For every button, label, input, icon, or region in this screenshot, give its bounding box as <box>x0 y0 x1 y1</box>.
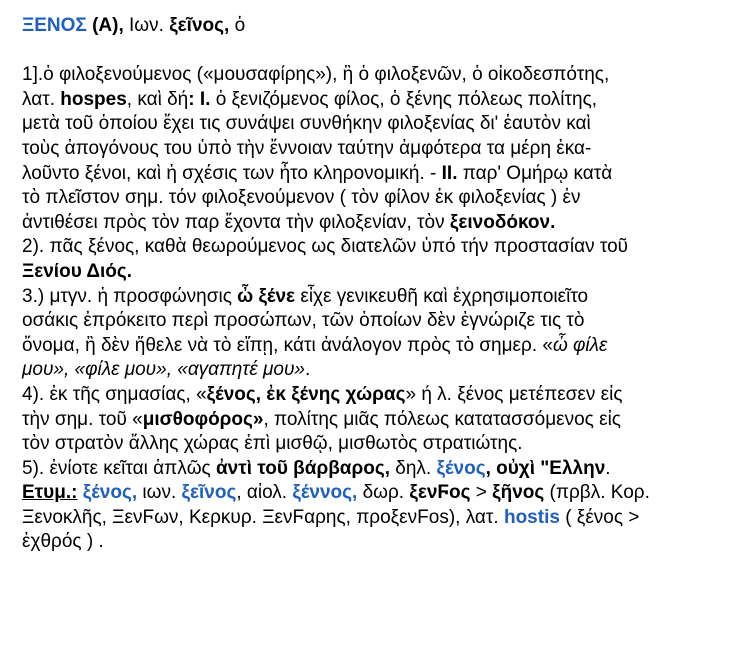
sense-3 <box>22 285 741 383</box>
sense-4 <box>22 383 741 457</box>
text-span: Ξενοκλῆς, ΞενϜων, Κερκυρ. ΞενϜαρης, προξενFos), λατ. <box>22 506 504 528</box>
etymology-label: Ετυμ.: <box>22 482 78 504</box>
text-line: 2). πᾶς ξένος, καθὰ θεωρούμενος ως διατελῶν ὑπό τήν προστασίαν τοῦ <box>22 236 629 258</box>
text-span: 4). ἐκ τῆς σημασίας, « <box>22 383 207 405</box>
text-line <box>22 162 741 187</box>
text-line <box>22 457 741 482</box>
dialect-label: Ιων. <box>123 15 170 36</box>
bold-term: μισθοφόρος» <box>142 408 264 430</box>
text-line: τὸν στρατὸν ἄλλης χώρας ἐπὶ μισθῷ, μισθωτὸς στρατιώτης. <box>22 433 523 455</box>
text-span: λατ. <box>22 88 61 110</box>
text-span: , αἰολ. <box>236 482 293 504</box>
text-span: ὁ ξενιζόμενος φίλος, ὁ ξένης πόλεως πολίτης, <box>210 88 598 110</box>
latin-hospes: hospes <box>60 88 127 110</box>
sense-1 <box>22 63 741 235</box>
text-line <box>22 88 741 113</box>
text-span: . <box>605 457 611 479</box>
spacer <box>22 39 741 64</box>
italic-phrase: ὦ φίλε <box>552 334 608 356</box>
text-line <box>22 383 741 408</box>
text-span: λοῦντο ξένοι, καὶ ἡ σχέσις των ἦτο κληρονομική. - <box>22 162 442 184</box>
text-span: ὄνομα, ἢ δὲν ἤθελε νὰ τὸ εἴπῃ, κάτι ἀνάλογον πρὸς τὸ σημερ. « <box>22 334 553 356</box>
subsense-marker: : Ι. <box>188 88 211 110</box>
text-span: , πολίτης μιᾶς πόλεως κατατασσόμενος εἰς <box>263 408 621 430</box>
ionic-form: ξεῖνος, <box>169 15 230 36</box>
text-span: δηλ. <box>390 457 437 479</box>
bold-term: ξεινοδόκον. <box>449 211 556 233</box>
text-line <box>22 358 741 383</box>
text-line <box>22 334 741 359</box>
text-line: ἐχθρός ) . <box>22 531 104 553</box>
text-span: , καὶ δή <box>126 88 189 110</box>
text-line: μετὰ τοῦ ὁποίου ἔχει τις συνάψει συνθήκην φιλοξενίας δι' ἑαυτὸν καὶ <box>22 113 591 135</box>
text-span: παρ' Ομήρῳ κατὰ <box>457 162 613 184</box>
sense-5 <box>22 457 741 482</box>
blue-term: ξεῖνος <box>181 482 237 504</box>
text-span: τὴν σημ. τοῦ « <box>22 408 143 430</box>
text-span: εἶχε γενικευθῆ καὶ ἐχρησιμοποιεῖτο <box>295 285 589 307</box>
bold-term: Ξενίου Διός. <box>22 260 133 282</box>
text-span: ( ξένος > <box>559 506 640 528</box>
sense-2 <box>22 235 741 284</box>
headword: ΞΕΝΟΣ <box>22 15 87 36</box>
text-span: ιων. <box>137 482 182 504</box>
text-line: τὸ πλεῖστον σημ. τόν φιλοξενούμενον ( τὸν φίλον ἐκ φιλοξενίας ) ἐν <box>22 187 581 209</box>
blue-term: ξέννος, <box>292 482 358 504</box>
blue-term: hostis <box>503 506 560 528</box>
headword-letter: (Α), <box>92 15 124 36</box>
text-line <box>22 408 741 433</box>
bold-term: ἀντὶ τοῦ βάρβαρος, <box>215 457 390 479</box>
text-span: (πρβλ. Κορ. <box>544 482 650 504</box>
text-span: δωρ. <box>357 482 410 504</box>
text-line: τοὺς ἀπογόνους του ὑπὸ τὴν ἔννοιαν ταύτην ἀμφότερα τα μέρη ἐκα- <box>22 137 592 159</box>
blue-term: ξένος <box>436 457 486 479</box>
blue-term: ξένος, <box>82 482 138 504</box>
text-span: , <box>485 457 497 479</box>
text-span: 5). ἐνίοτε κεῖται ἁπλῶς <box>22 457 216 479</box>
text-line <box>22 285 741 310</box>
bold-term: ξῆνος <box>492 482 545 504</box>
text-span: > <box>470 482 493 504</box>
subsense-marker: ΙΙ. <box>441 162 458 184</box>
text-span: 3.) μτγν. ἡ προσφώνησις <box>22 285 238 307</box>
text-line <box>22 211 741 236</box>
text-span: » ή λ. ξένος μετέπεσεν εἰς <box>405 383 623 405</box>
text-line: 1].ὁ φιλοξενούμενος («μουσαφίρης»), ἢ ὁ φιλοξενῶν, ὁ οἰκοδεσπότης, <box>22 64 610 86</box>
bold-term: ξενϜος <box>409 482 471 504</box>
bold-term: οὐχὶ "Ελλην <box>496 457 606 479</box>
bold-term: ξένος, ἐκ ξένης χώρας <box>206 383 406 405</box>
italic-phrase: μου», «φίλε μου», «αγαπητέ μου» <box>22 359 305 381</box>
text-line <box>22 481 741 506</box>
text-line: οσάκις ἐπρόκειτο περὶ προσώπων, τῶν ὁποίων δὲν ἐγνώριζε τις τὸ <box>22 310 585 332</box>
etymology <box>22 481 741 555</box>
entry-heading <box>22 14 741 39</box>
article: ὁ <box>229 15 246 36</box>
text-line <box>22 506 741 531</box>
text-span: ἀντιθέσει πρὸς τὸν παρ ἔχοντα τὴν φιλοξενίαν, τὸν <box>22 211 450 233</box>
text-span: . <box>305 359 311 381</box>
bold-term: ὦ ξένε <box>237 285 296 307</box>
